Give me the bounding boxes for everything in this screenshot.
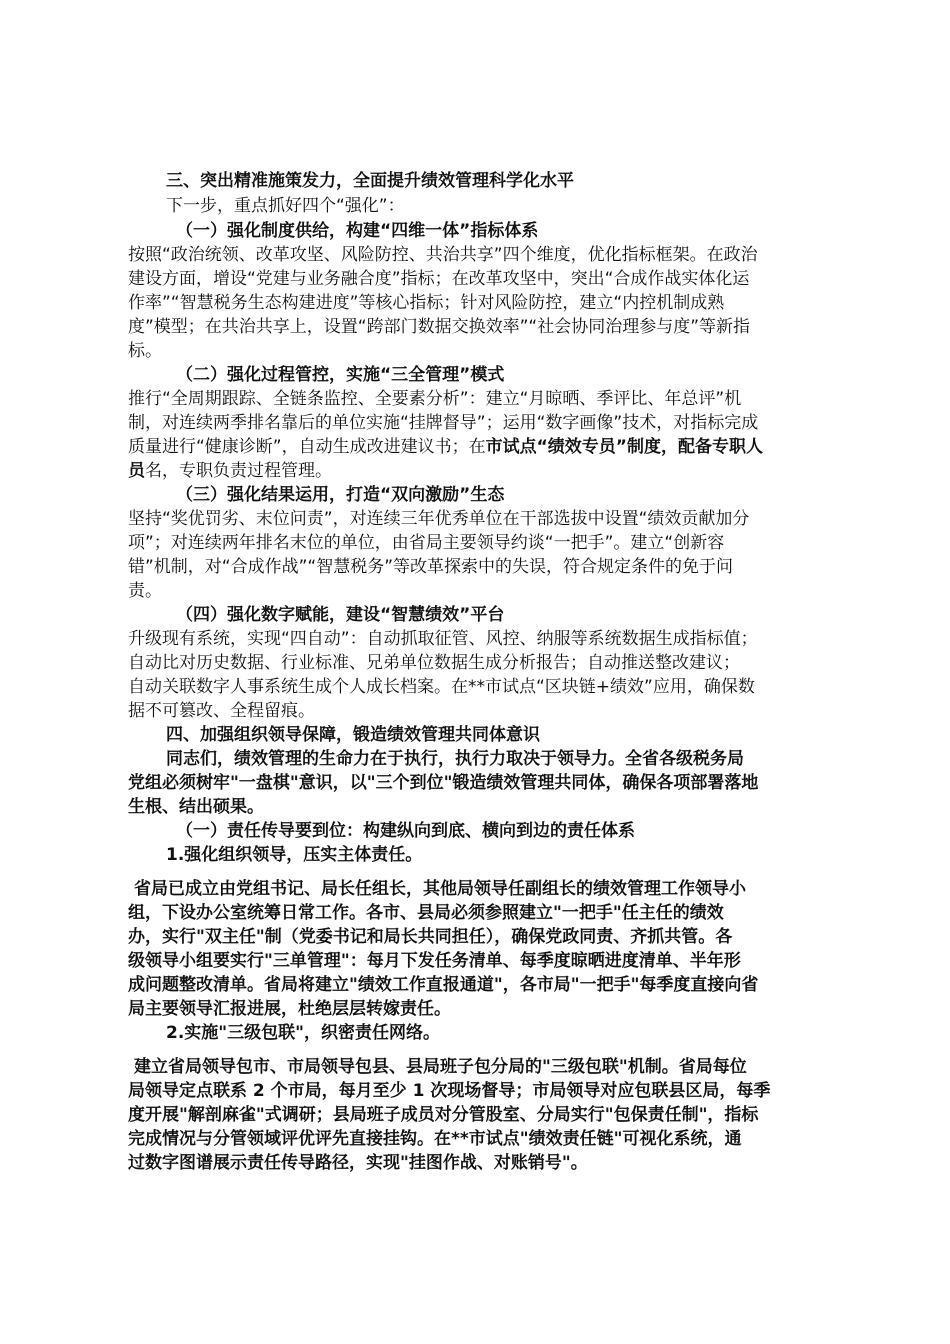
line-text: 升级现有系统，实现“四自动”：自动抓取征管、风控、纳服等系统数据生成指标值；: [128, 629, 758, 649]
text-line: [128, 460, 828, 482]
line-text: 按照“政治统领、改革攻坚、风险防控、共治共享”四个维度，优化指标框架。在政治: [128, 245, 758, 265]
line-text: 建设方面，增设“党建与业务融合度”指标；在改革攻坚中，突出“合成作战实体化运: [128, 269, 750, 289]
text-line: [128, 652, 828, 674]
text-line: [176, 364, 876, 386]
text-line: [128, 1152, 828, 1174]
text-line: [176, 820, 876, 842]
line-text: 标。: [128, 341, 162, 361]
line-text: 局主要领导汇报进展，杜绝层层转嫁责任。: [128, 999, 451, 1019]
line-text: 作率”“智慧税务生态构建进度”等核心指标；针对风险防控，建立“内控机制成熟: [128, 293, 725, 313]
line-text: （一）责任传导要到位：构建纵向到底、横向到边的责任体系: [176, 821, 635, 841]
text-line: [128, 436, 828, 458]
line-text: 制，对连续两季排名靠后的单位实施“挂牌督导”；运用“数字画像”技术，对指标完成: [128, 413, 759, 433]
text-line: [128, 974, 828, 996]
line-text: 推行“全周期跟踪、全链条监控、全要素分析”：建立“月晾晒、季评比、年总评”机: [128, 389, 742, 409]
text-line: [128, 244, 828, 266]
text-line: [166, 170, 866, 192]
line-text: 责。: [128, 581, 162, 601]
line-text: 自动比对历史数据、行业标准、兄弟单位数据生成分析报告；自动推送整改建议；: [128, 653, 740, 673]
text-line: [128, 508, 828, 530]
line-text: 局领导定点联系 2 个市局，每月至少 1 次现场督导；市局领导对应包联县区局，每季: [128, 1081, 771, 1101]
text-line: [176, 604, 876, 626]
text-line: [128, 1080, 828, 1102]
text-line: [166, 1022, 866, 1044]
line-text: 三、突出精准施策发力，全面提升绩效管理科学化水平: [166, 171, 574, 191]
line-text: 错”机制，对“合成作战”“智慧税务”等改革探索中的失误，符合规定条件的免于问: [128, 557, 734, 577]
text-line: [176, 220, 876, 242]
line-text: 2.实施"三级包联"，织密责任网络。: [166, 1023, 440, 1043]
text-line: [128, 772, 828, 794]
text-line: [128, 340, 828, 362]
text-line: [166, 195, 866, 217]
line-text: 四、加强组织领导保障，锻造绩效管理共同体意识: [166, 725, 540, 745]
line-normal-tail: 名，专职负责过程管理。: [145, 461, 332, 481]
text-line: [128, 950, 828, 972]
text-line: [176, 484, 876, 506]
text-line: [128, 316, 828, 338]
line-text: 下一步，重点抓好四个“强化”：: [166, 196, 405, 216]
line-text: 1.强化组织领导，压实主体责任。: [166, 845, 423, 865]
text-line: [128, 700, 828, 722]
text-line: [134, 1056, 834, 1078]
text-line: [128, 412, 828, 434]
line-text: 省局已成立由党组书记、局长任组长，其他局领导任副组长的绩效管理工作领导小: [134, 879, 746, 899]
line-bold-tail: 市试点“绩效专员”制度，配备专职人: [485, 437, 763, 457]
text-line: [166, 844, 866, 866]
line-text: 据不可篡改、全程留痕。: [128, 701, 315, 721]
line-text: 级领导小组要实行"三单管理"：每月下发任务清单、每季度晾晒进度清单、半年形: [128, 951, 741, 971]
line-text: 员: [128, 461, 145, 481]
text-line: [128, 580, 828, 602]
text-line: [128, 1128, 828, 1150]
line-text: 建立省局领导包市、市局领导包县、县局班子包分局的"三级包联"机制。省局每位: [134, 1057, 747, 1077]
text-line: [128, 902, 828, 924]
line-text: 过数字图谱展示责任传导路径，实现"挂图作战、对账销号"。: [128, 1153, 588, 1173]
line-text: 同志们，绩效管理的生命力在于执行，执行力取决于领导力。全省各级税务局: [166, 749, 744, 769]
line-text: 质量进行“健康诊断”，自动生成改进建议书；在: [128, 437, 486, 457]
line-text: 度开展"解剖麻雀"式调研；县局班子成员对分管股室、分局实行"包保责任制"，指标: [128, 1105, 759, 1125]
line-text: 组，下设办公室统筹日常工作。各市、县局必须参照建立"一把手"任主任的绩效: [128, 903, 724, 923]
text-line: [128, 796, 828, 818]
text-line: [128, 1104, 828, 1126]
line-text: 度”模型；在共治共享上，设置“跨部门数据交换效率”“社会协同治理参与度”等新指: [128, 317, 751, 337]
line-text: 成问题整改清单。省局将建立"绩效工作直报通道"，各市局"一把手"每季度直接向省: [128, 975, 759, 995]
text-line: [128, 532, 828, 554]
text-line: [128, 556, 828, 578]
text-line: [128, 292, 828, 314]
text-line: [128, 676, 828, 698]
text-line: [128, 268, 828, 290]
line-text: 党组必须树牢"一盘棋"意识，以"三个到位"锻造绩效管理共同体，确保各项部署落地: [128, 773, 759, 793]
line-text: 坚持“奖优罚劣、末位问责”，对连续三年优秀单位在干部选拔中设置“绩效贡献加分: [128, 509, 750, 529]
line-text: （一）强化制度供给，构建“四维一体”指标体系: [176, 221, 539, 241]
text-line: [128, 926, 828, 948]
text-line: [166, 724, 866, 746]
line-text: 项”；对连续两年排名末位的单位，由省局主要领导约谈“一把手”。建立“创新容: [128, 533, 725, 553]
text-line: [128, 998, 828, 1020]
text-line: [128, 388, 828, 410]
line-text: 生根、结出硕果。: [128, 797, 264, 817]
text-line: [128, 628, 828, 650]
text-line: [166, 748, 866, 770]
text-line: [134, 878, 834, 900]
line-text: 完成情况与分管领域评优评先直接挂钩。在**市试点"绩效责任链"可视化系统，通: [128, 1129, 742, 1149]
line-text: （三）强化结果运用，打造“双向激励”生态: [176, 485, 505, 505]
line-text: 自动关联数字人事系统生成个人成长档案。在**市试点“区块链+绩效”应用，确保数: [128, 677, 755, 697]
line-text: （四）强化数字赋能，建设“智慧绩效”平台: [176, 605, 505, 625]
line-text: 办，实行"双主任"制（党委书记和局长共同担任），确保党政同责、齐抓共管。各: [128, 927, 733, 947]
line-text: （二）强化过程管控，实施“三全管理”模式: [176, 365, 505, 385]
